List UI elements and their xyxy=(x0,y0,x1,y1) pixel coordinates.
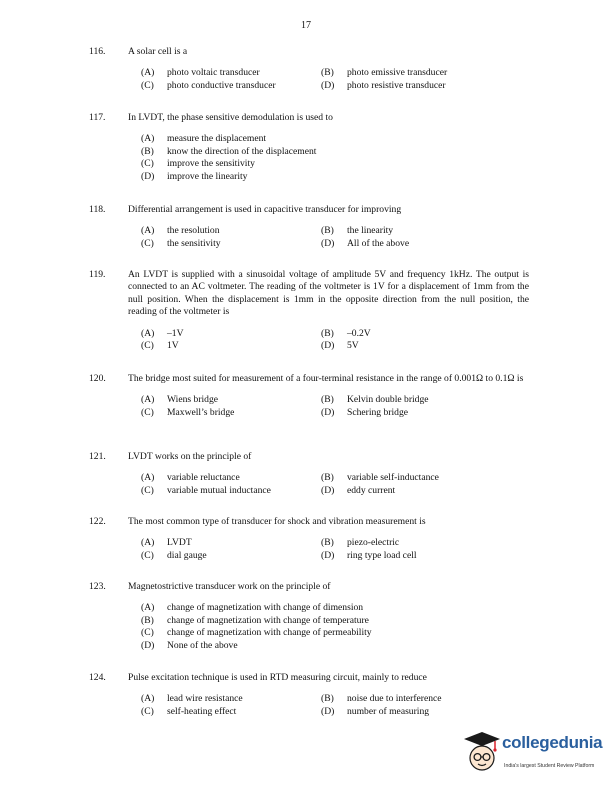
option-d: (D) number of measuring xyxy=(321,705,430,717)
option-c: (C) self-heating effect xyxy=(141,705,237,717)
question-119 xyxy=(89,269,529,352)
option-a: (A) photo voltaic transducer xyxy=(141,67,260,79)
option-b: (B) the linearity xyxy=(321,225,394,237)
question-121 xyxy=(89,451,529,497)
option-c: (C) change of magnetization with change of permeability xyxy=(141,627,372,639)
option-d: (D) 5V xyxy=(321,340,359,352)
option-a: (A) the resolution xyxy=(141,225,220,237)
option-a: (A) measure the displacement xyxy=(141,133,267,145)
mascot-icon xyxy=(462,730,502,776)
option-c: (C) 1V xyxy=(141,340,179,352)
logo-wordmark: collegedunia xyxy=(502,733,603,752)
question-text: In LVDT, the phase sensitive demodulation is used to xyxy=(128,112,333,123)
option-b: (B) know the direction of the displacement xyxy=(141,145,317,157)
question-text: The bridge most suited for measurement of a four-terminal resistance in the range of 0.001Ω to 0.1Ω is xyxy=(128,373,524,384)
question-number: 120. xyxy=(89,373,106,384)
option-c: (C) variable mutual inductance xyxy=(141,484,271,496)
question-number: 121. xyxy=(89,451,106,462)
question-117 xyxy=(89,112,529,183)
option-list xyxy=(141,537,529,562)
option-b: (B) –0.2V xyxy=(321,327,371,339)
option-list xyxy=(141,133,529,183)
question-text: Magnetostrictive transducer work on the principle of xyxy=(128,581,331,592)
option-b: (B) Kelvin double bridge xyxy=(321,394,429,406)
option-b: (B) change of magnetization with change of temperature xyxy=(141,614,369,626)
option-a: (A) change of magnetization with change of dimension xyxy=(141,602,364,614)
logo-tagline: India's largest Student Review Platform xyxy=(504,763,595,769)
option-b: (B) noise due to interference xyxy=(321,693,442,705)
option-list xyxy=(141,602,529,652)
page-number: 17 xyxy=(301,20,311,31)
question-text: Pulse excitation technique is used in RTD measuring circuit, mainly to reduce xyxy=(128,672,427,683)
question-number: 117. xyxy=(89,112,106,123)
option-d: (D) eddy current xyxy=(321,484,396,496)
question-text: The most common type of transducer for shock and vibration measurement is xyxy=(128,516,426,527)
question-number: 118. xyxy=(89,204,106,215)
option-d: (D) All of the above xyxy=(321,237,410,249)
question-123 xyxy=(89,581,529,652)
option-a: (A) LVDT xyxy=(141,537,192,549)
option-a: (A) Wiens bridge xyxy=(141,394,219,406)
collegedunia-logo xyxy=(462,730,604,780)
option-d: (D) None of the above xyxy=(141,639,238,651)
option-a: (A) variable reluctance xyxy=(141,472,240,484)
question-text: A solar cell is a xyxy=(128,46,188,57)
option-b: (B) variable self-inductance xyxy=(321,472,439,484)
option-b: (B) photo emissive transducer xyxy=(321,67,448,79)
question-text: An LVDT is supplied with a sinusoidal voltage of amplitude 5V and frequency 1kHz. The output is connected to an AC voltmeter. The reading of the voltmeter is 1V for a displacement of 1mm from the null position. When the displacement is 1mm in the opposite direction from the null position, the reading of the voltmeter is xyxy=(128,269,529,318)
option-list xyxy=(141,328,529,353)
question-number: 119. xyxy=(89,269,106,280)
option-list xyxy=(141,693,529,718)
question-text: Differential arrangement is used in capacitive transducer for improving xyxy=(128,204,402,215)
question-118 xyxy=(89,204,529,250)
option-list xyxy=(141,67,529,92)
option-list xyxy=(141,472,529,497)
option-a: (A) –1V xyxy=(141,327,184,339)
option-d: (D) ring type load cell xyxy=(321,549,417,561)
question-124 xyxy=(89,672,529,718)
option-c: (C) Maxwell’s bridge xyxy=(141,406,235,418)
option-b: (B) piezo-electric xyxy=(321,537,400,549)
question-number: 124. xyxy=(89,672,106,683)
question-116 xyxy=(89,46,529,92)
question-122 xyxy=(89,516,529,562)
question-number: 122. xyxy=(89,516,106,527)
option-c: (C) photo conductive transducer xyxy=(141,79,276,91)
option-a: (A) lead wire resistance xyxy=(141,693,243,705)
question-120 xyxy=(89,373,529,419)
option-c: (C) the sensitivity xyxy=(141,237,221,249)
option-d: (D) Schering bridge xyxy=(321,406,409,418)
option-c: (C) dial gauge xyxy=(141,549,207,561)
question-number: 123. xyxy=(89,581,106,592)
option-d: (D) photo resistive transducer xyxy=(321,79,446,91)
question-text: LVDT works on the principle of xyxy=(128,451,252,462)
option-list xyxy=(141,394,529,419)
option-list xyxy=(141,225,529,250)
option-d: (D) improve the linearity xyxy=(141,170,248,182)
question-number: 116. xyxy=(89,46,106,57)
option-c: (C) improve the sensitivity xyxy=(141,158,255,170)
